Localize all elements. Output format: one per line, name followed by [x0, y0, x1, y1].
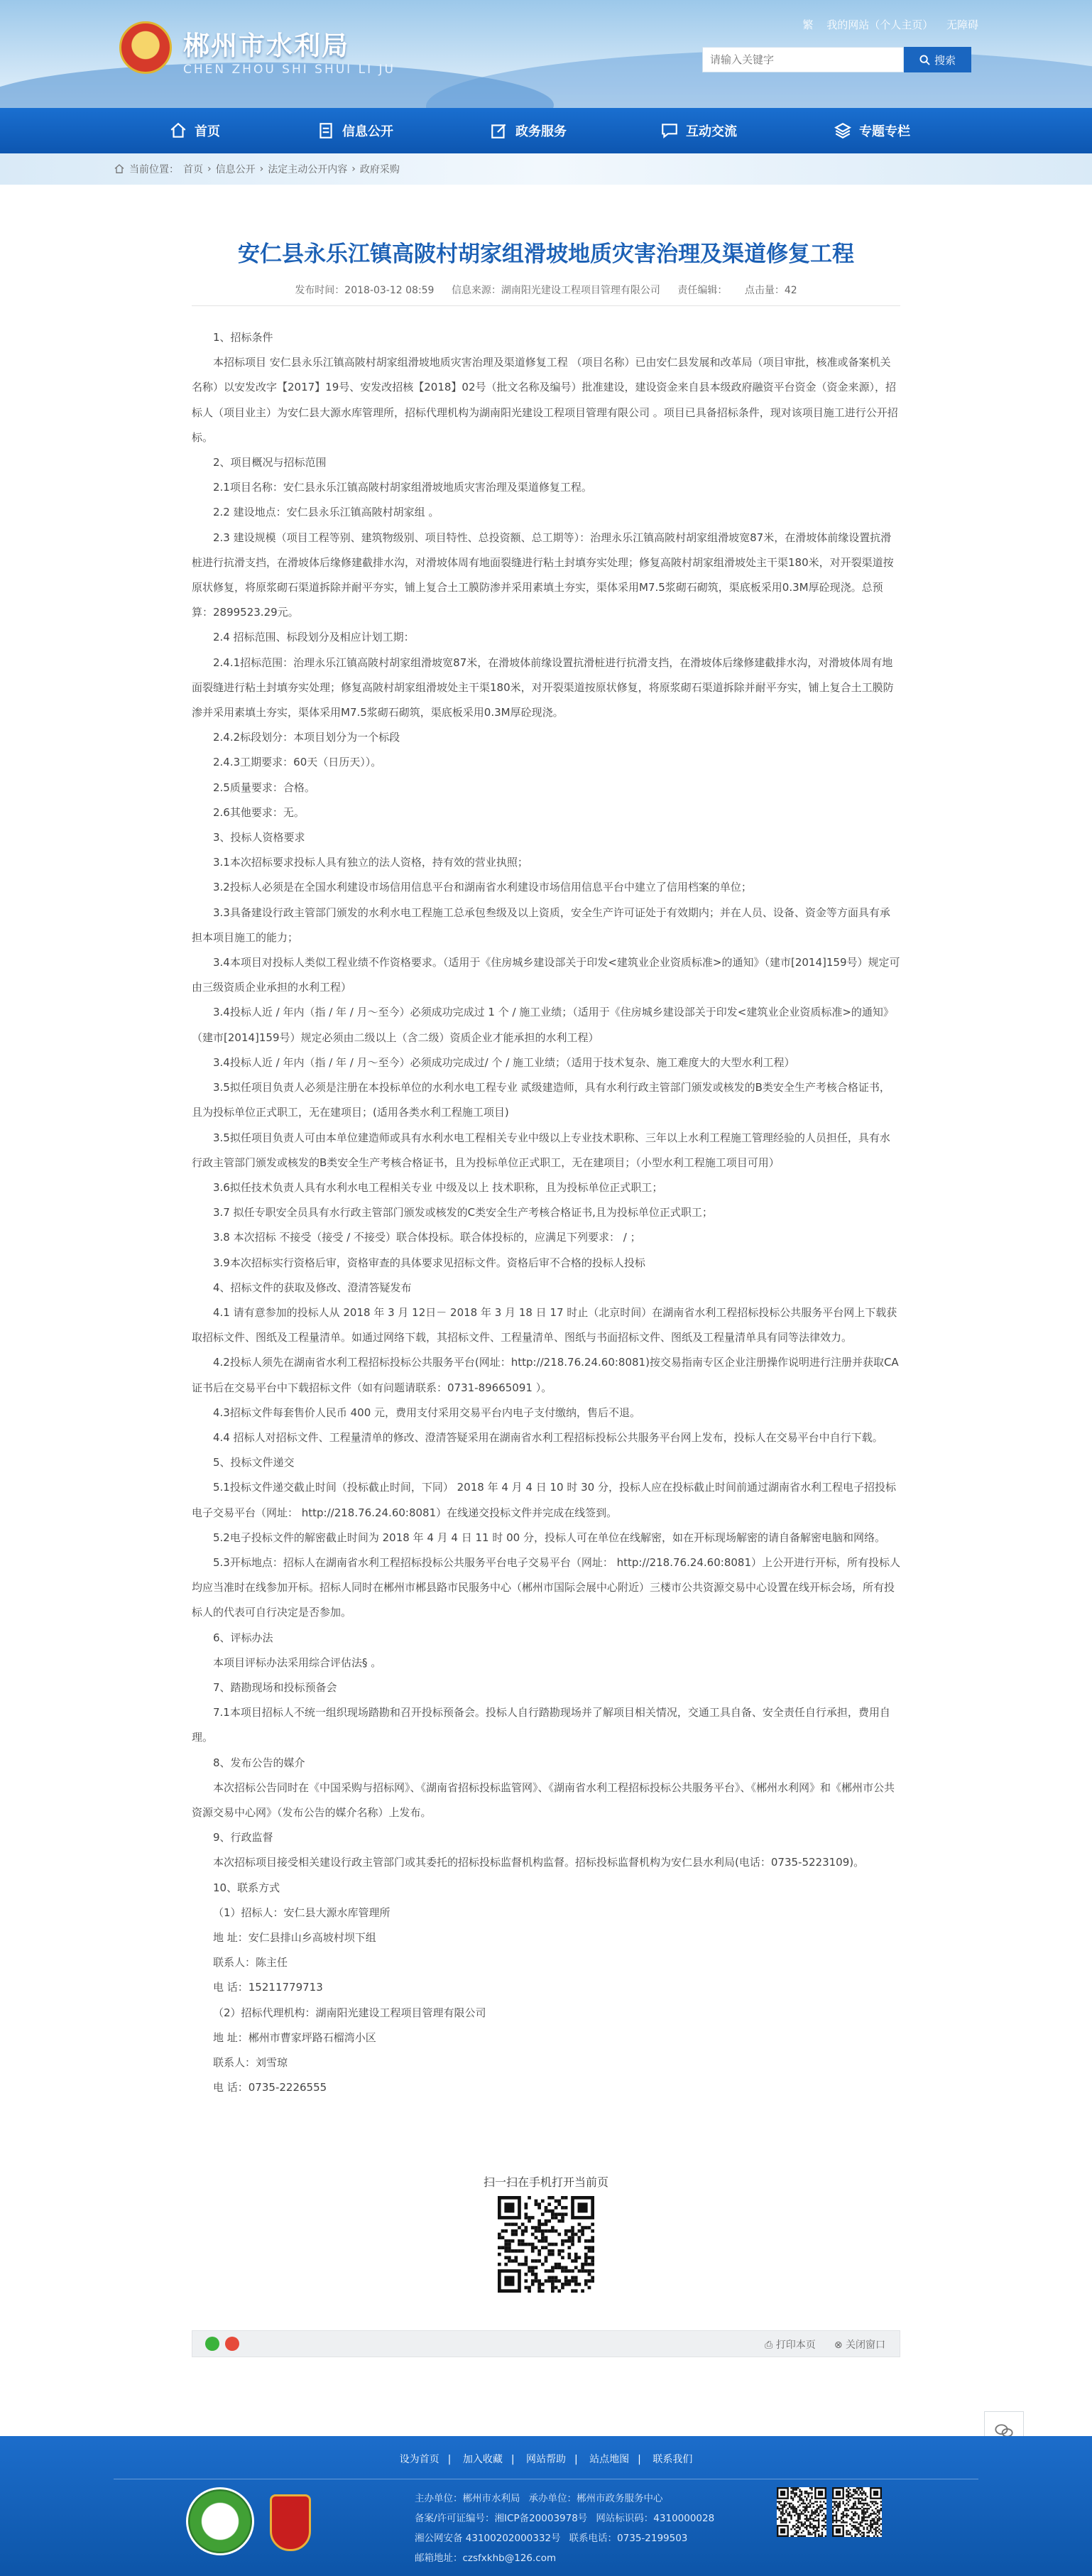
site-footer: [0, 2436, 1092, 2576]
nav-label: 专题专栏: [859, 124, 910, 139]
search-button-label: 搜索: [934, 53, 956, 67]
breadcrumb-statutory[interactable]: 法定主动公开内容: [268, 164, 348, 175]
article-paragraph: 5.1投标文件递交截止时间（投标截止时间，下同） 2018 年 4 月 4 日 10 时 30 分，投标人应在投标截止时间前通过湖南省水利工程电子招投标 电子交易平台（网址： http://218.76.24.60:8081）在线递交投标文件并完成在线签到。: [192, 1481, 896, 1519]
footer-link-homepage[interactable]: 设为首页: [399, 2454, 439, 2465]
site-logo-subtitle: CHEN ZHOU SHI SHUI LI JU: [183, 63, 395, 77]
share-icons: [205, 2337, 239, 2351]
main-nav: [0, 108, 1092, 153]
article-paragraph: 2.1项目名称：安仁县永乐江镇高陂村胡家组滑坡地质灾害治理及渠道修复工程。: [213, 481, 592, 494]
article-paragraph: 4.4 招标人对招标文件、工程量清单的修改、澄清答疑采用在湖南省水利工程招标投标公共服务平台网上发布，投标人在交易平台中自行下载。: [213, 1430, 883, 1444]
article-paragraph: 电 话：0735-2226555: [213, 2081, 327, 2094]
breadcrumb-info-public[interactable]: 信息公开: [215, 164, 256, 175]
article-paragraph: 2、项目概况与招标范围: [213, 456, 327, 469]
breadcrumb-procurement[interactable]: 政府采购: [359, 164, 400, 175]
article-paragraph: 联系人：刘雪琼: [213, 2056, 288, 2070]
article-paragraph: 3.9本次招标实行资格后审，资格审查的具体要求见招标文件。资格后审不合格的投标人投标: [213, 1256, 645, 1269]
contact-phone: 联系电话：0735-2199503: [569, 2533, 688, 2544]
article-paragraph: 联系人：陈主任: [213, 1956, 288, 1969]
article-paragraph: 本次招标公告同时在《中国采购与招标网》、《湖南省招标投标监管网》、《湖南省水利工程招标投标公共服务平台》、《郴州水利网》和《郴州市公共资源交易中心网》（发布公告的媒介名称）上发布。: [192, 1781, 895, 1819]
sponsor: 主办单位：郴州市水利局: [415, 2493, 520, 2504]
article-paragraph: 电 话：15211779713: [213, 1981, 323, 1994]
article-paragraph: 2.5质量要求：合格。: [213, 781, 315, 794]
info-source: 信息来源：湖南阳光建设工程项目管理有限公司: [451, 285, 660, 296]
search-input[interactable]: [702, 47, 904, 72]
article-paragraph: 2.6其他要求：无。: [213, 805, 305, 819]
breadcrumb: 当前位置： 首页 › 信息公开 › 法定主动公开内容 › 政府采购: [114, 162, 400, 176]
party-gov-badge-icon[interactable]: [270, 2494, 311, 2551]
close-window-button[interactable]: ⊗ 关闭窗口: [834, 2339, 885, 2351]
article-paragraph: 3.2投标人必须是在全国水利建设市场信用信息平台和湖南省水利建设市场信用信息平台中建立了信用档案的单位；: [213, 881, 752, 894]
nav-label: 首页: [195, 124, 220, 139]
article-body: [192, 325, 900, 2100]
footer-link-help[interactable]: 网站帮助: [526, 2454, 566, 2465]
home-icon: [114, 163, 125, 175]
article-paragraph: 3.4投标人近 / 年内（指 / 年 / 月～至今）必须成功完成过 1 个 / 施工业绩；（适用于《住房城乡建设部关于印发<建筑业企业资质标准>的通知》（建市[2014]159号）规定必须由二级以上（含二级）资质企业才能承担的水利工程）: [192, 1006, 894, 1044]
icp-number[interactable]: 备案/许可证编号：湘ICP备20003978号: [415, 2513, 588, 2524]
my-site-link[interactable]: 我的网站（个人主页）: [826, 18, 934, 31]
close-label: 关闭窗口: [846, 2339, 885, 2351]
article-paragraph: 2.4.2标段划分：本项目划分为一个标段: [213, 731, 400, 744]
article-paragraph: 地 址：郴州市曹家坪路石榴湾小区: [213, 2031, 376, 2044]
search-icon: [919, 55, 930, 65]
article-paragraph: 2.3 建设规模（项目工程等别、建筑物级别、项目特性、总投资额、总工期等）：治理永乐江镇高陂村胡家组滑坡宽87米，在滑坡体前缘设置抗滑桩进行抗滑支挡，在滑坡体后缘修建截排水沟，对滑坡体周有地面裂缝进行粘土封填夯实处理；修复高陂村胡家组滑坡处主干渠180米，对开裂渠道按原状修复，将原浆砌石渠道拆除并耐平夯实，铺上复合土工膜防渗并采用素填土夯实，渠体采用M7.5浆砌石砌筑，渠底板采用0.3M厚砼现浇。总预算：2899523.29元。: [192, 531, 894, 619]
article-toolbar: [192, 2330, 900, 2357]
article-paragraph: 7、踏勘现场和投标预备会: [213, 1680, 337, 1694]
article-paragraph: 本次招标项目接受相关建设行政主管部门或其委托的招标投标监督机构监督。招标投标监督机构为安仁县水利局(电话：0735-5223109)。: [213, 1856, 865, 1869]
nav-interaction[interactable]: [660, 108, 737, 153]
article-paragraph: 3、投标人资格要求: [213, 831, 305, 844]
view-count: 点击量：42: [744, 285, 797, 296]
accessibility-link[interactable]: 无障碍: [946, 18, 978, 31]
article-paragraph: 3.5拟任项目负责人可由本单位建造师或具有水利水电工程相关专业中级以上专业技术职称、三年以上水利工程施工管理经验的人员担任，具有水行政主管部门颁发或核发的B类安全生产考核合格证书，且为投标单位正式职工，无在建项目；（小型水利工程施工项目可用）: [192, 1131, 890, 1169]
site-logo-text[interactable]: 郴州市水利局: [183, 31, 349, 61]
police-record[interactable]: 湘公网安备 43100202000332号: [415, 2533, 561, 2544]
chat-icon: [660, 121, 679, 140]
site-header: [0, 0, 1092, 108]
footer-links: 设为首页 | 加入收藏 | 网站帮助 | 站点地图 | 联系我们: [399, 2454, 693, 2465]
article-paragraph: 5.2电子投标文件的解密截止时间为 2018 年 4 月 4 日 11 时 00 分，投标人可在单位在线解密，如在开标现场解密的请自备解密电脑和网络。: [213, 1531, 885, 1544]
wechat-share-icon[interactable]: [205, 2337, 219, 2351]
article-paragraph: 4.2投标人须先在湖南省水利工程招标投标公共服务平台(网址：http://218.76.24.60:8081)按交易指南专区企业注册操作说明进行注册并获取CA证书后在交易平台中下载招标文件（如有问题请联系：0731-89665091 ）。: [192, 1356, 899, 1394]
article-paragraph: 本招标项目 安仁县永乐江镇高陂村胡家组滑坡地质灾害治理及渠道修复工程 （项目名称）已由安仁县发展和改革局（项目审批，核准或备案机关名称）以安发改字【2017】19号、安发改招核【2018】02号（批文名称及编号）批准建设，建设资金来自县本级政府融资平台资金（资金来源），招标人（项目业主）为安仁县大源水库管理所，招标代理机构为湖南阳光建设工程项目管理有限公司 。项目已具备招标条件，现对该项目施工进行公开招标。: [192, 356, 898, 444]
breadcrumb-home[interactable]: 首页: [183, 164, 203, 175]
nav-info-public[interactable]: [317, 108, 393, 153]
article-paragraph: 6、评标办法: [213, 1631, 273, 1644]
article-paragraph: 本项目评标办法采用综合评估法§ 。: [213, 1656, 382, 1669]
home-icon: [169, 121, 187, 140]
email: 邮箱地址：czsfxkhb@126.com: [415, 2553, 557, 2564]
article-paragraph: 1、招标条件: [213, 331, 273, 344]
weibo-share-icon[interactable]: [225, 2337, 239, 2351]
article-paragraph: 4.1 请有意参加的投标人从 2018 年 3 月 12日－ 2018 年 3 月 18 日 17 时止（北京时间）在湖南省水利工程招标投标公共服务平台网上下载获取招标文件、图纸及工程量清单。如通过网络下载，其招标文件、工程量清单、图纸与书面招标文件、图纸及工程量清单具有同等法律效力。: [192, 1305, 897, 1344]
toolbar-actions: [765, 2337, 885, 2352]
article-paragraph: 4.3招标文件每套售价人民币 400 元，费用支付采用交易平台内电子支付缴纳，售后不退。: [213, 1406, 641, 1419]
traditional-chinese-link[interactable]: 繁: [802, 18, 814, 31]
footer-info: [415, 2489, 723, 2568]
article-paragraph: 3.7 拟任专职安全员具有水行政主管部门颁发或核发的C类安全生产考核合格证书,且为投标单位正式职工；: [213, 1206, 713, 1219]
footer-qr-code: [777, 2487, 826, 2537]
nav-label: 信息公开: [342, 124, 393, 139]
article-paragraph: 2.4 招标范围、标段划分及相应计划工期：: [213, 631, 415, 644]
nav-label: 政务服务: [515, 124, 567, 139]
qr-caption: 扫一扫在手机打开当前页: [483, 2175, 608, 2189]
article-paragraph: 地 址：安仁县排山乡高坡村坝下组: [213, 1931, 376, 1944]
organizer: 承办单位：郴州市政务服务中心: [528, 2493, 663, 2504]
nav-home[interactable]: [169, 108, 220, 153]
breadcrumb-prefix: 当前位置：: [129, 164, 179, 175]
divider: [192, 305, 900, 306]
footer-qr-code: [832, 2487, 882, 2537]
article-paragraph: 8、发布公告的媒介: [213, 1756, 305, 1769]
layers-icon: [834, 121, 852, 140]
article-paragraph: 9、行政监督: [213, 1831, 273, 1844]
article-paragraph: 3.6拟任技术负责人具有水利水电工程相关专业 中级及以上 技术职称，且为投标单位正式职工；: [213, 1180, 663, 1194]
article-paragraph: 5、投标文件递交: [213, 1456, 295, 1469]
article-paragraph: 5.3开标地点：招标人在湖南省水利工程招标投标公共服务平台电子交易平台（网址： http://218.76.24.60:8081）上公开进行开标，所有投标人均应当准时在线参加开标。招标人同时在郴州市郴县路市民服务中心（郴州市国际会展中心附近）三楼市公共资源交易中心设置在线开标会场，所有投标人的代表可自行决定是否参加。: [192, 1555, 901, 1619]
article-paragraph: 10、联系方式: [213, 1881, 280, 1894]
article-paragraph: （1）招标人：安仁县大源水库管理所: [213, 1906, 391, 1919]
article-paragraph: 3.4投标人近 / 年内（指 / 年 / 月～至今）必须成功完成过/ 个 / 施工业绩；（适用于技术复杂、施工难度大的大型水利工程）: [213, 1055, 795, 1069]
top-links: [792, 17, 978, 32]
article-meta: [0, 283, 1092, 297]
site-code: 网站标识码：4310000028: [596, 2513, 715, 2524]
article-title: 安仁县永乐江镇高陂村胡家组滑坡地质灾害治理及渠道修复工程: [238, 241, 854, 267]
edit-icon: [490, 121, 508, 140]
editor: 责任编辑：: [677, 285, 728, 296]
footer-link-contact[interactable]: 联系我们: [653, 2454, 693, 2465]
article-paragraph: 3.5拟任项目负责人必须是注册在本投标单位的水利水电工程专业 贰级建造师，具有水利行政主管部门颁发或核发的B类安全生产考核合格证书，且为投标单位正式职工，无在建项目；(适用各类水利工程施工项目): [192, 1081, 890, 1119]
gov-website-badge-icon[interactable]: [186, 2487, 254, 2555]
article-paragraph: 3.1本次招标要求投标人具有独立的法人资格，持有效的营业执照；: [213, 856, 528, 869]
article-paragraph: 2.2 建设地点：安仁县永乐江镇高陂村胡家组 。: [213, 506, 439, 519]
article-paragraph: 2.4.3工期要求：60天（日历天））。: [213, 756, 382, 769]
nav-label: 互动交流: [686, 124, 737, 139]
article-paragraph: 7.1本项目招标人不统一组织现场踏勘和召开投标预备会。投标人自行踏勘现场并了解项目相关情况，交通工具自备、安全责任自行承担，费用自理。: [192, 1706, 890, 1744]
national-emblem-icon: [119, 21, 172, 74]
nav-gov-services[interactable]: [490, 108, 567, 153]
print-button[interactable]: ⎙ 打印本页: [765, 2339, 816, 2351]
document-icon: [317, 121, 335, 140]
footer-link-favorite[interactable]: 加入收藏: [462, 2454, 503, 2465]
article-paragraph: 3.4本项目对投标人类似工程业绩不作资格要求。（适用于《住房城乡建设部关于印发<建筑业企业资质标准>的通知》（建市[2014]159号）规定可由三级资质企业承担的水利工程）: [192, 956, 900, 994]
footer-link-sitemap[interactable]: 站点地图: [589, 2454, 630, 2465]
print-label: 打印本页: [775, 2339, 816, 2351]
article-paragraph: 3.8 本次招标 不接受（接受 / 不接受）联合体投标。联合体投标的，应满足下列要求： / ；: [213, 1231, 641, 1244]
page-qr-code: [498, 2196, 594, 2293]
article-paragraph: 4、招标文件的获取及修改、澄清答疑发布: [213, 1281, 412, 1294]
article-paragraph: （2）招标代理机构：湖南阳光建设工程项目管理有限公司: [213, 2006, 486, 2019]
article-paragraph: 3.3具备建设行政主管部门颁发的水利水电工程施工总承包叁级及以上资质，安全生产许可证处于有效期内；并在人员、设备、资金等方面具有承担本项目施工的能力；: [192, 906, 890, 944]
publish-date: 发布时间：2018-03-12 08:59: [295, 285, 435, 296]
nav-special-topics[interactable]: [834, 108, 910, 153]
article-paragraph: 2.4.1招标范围：治理永乐江镇高陂村胡家组滑坡宽87米，在滑坡体前缘设置抗滑桩进行抗滑支挡，在滑坡体后缘修建截排水沟，对滑坡体周有地面裂缝进行粘土封填夯实处理；修复高陂村胡家组滑坡处主干渠180米，对开裂渠道按原状修复，将原浆砌石渠道拆除并耐平夯实，铺上复合土工膜防渗并采用素填土夯实，渠体采用M7.5浆砌石砌筑，渠底板采用0.3M厚砼现浇。: [192, 656, 894, 719]
search-button[interactable]: [904, 47, 971, 72]
